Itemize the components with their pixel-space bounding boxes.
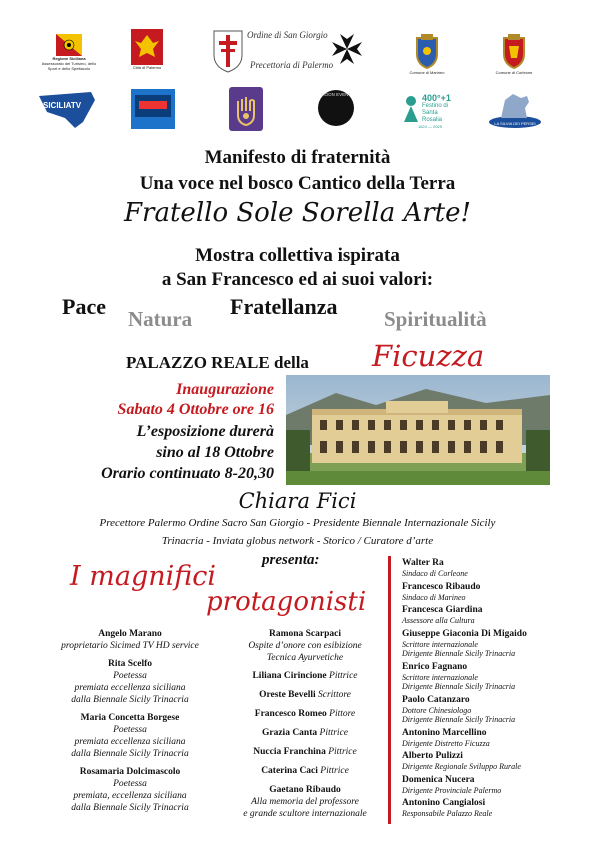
maltese-cross-icon — [330, 32, 364, 66]
artist-name: Caterina Caci — [261, 766, 318, 776]
event-line-3: Orario continuato 8-20,30 — [101, 465, 274, 482]
artist-role: Pittrice — [320, 766, 349, 776]
guest-desc: Dirigente Regionale Sviluppo Rurale — [402, 762, 521, 771]
regione-label: Regione Siciliana — [52, 55, 86, 61]
guest-name: Francesca Giardina — [402, 605, 483, 615]
person-desc: premiata, eccellenza siciliana — [73, 791, 187, 801]
person-name: Gaetano Ribaudo — [269, 785, 341, 795]
column-1 — [40, 628, 220, 814]
maltese-cross-logo — [328, 30, 366, 68]
sicily-map-icon — [35, 88, 99, 132]
guest-desc: Assessore alla Cultura — [402, 616, 475, 625]
guest-desc: Dirigente Biennale Sicily Trinacria — [402, 649, 516, 658]
title-line-3: Mostra collettiva ispirata — [195, 245, 400, 266]
column-3 — [402, 558, 572, 819]
event-line-2: sino al 18 Ottobre — [156, 444, 274, 461]
corleone-label: Comune di Corleone — [495, 69, 533, 75]
tv-station-logo — [130, 88, 176, 130]
person-desc: e grande scultore internazionale — [243, 809, 367, 819]
festino-label: Festino di Santa Rosalia — [422, 103, 449, 123]
title-script: Fratello Sole Sorella Arte! — [124, 198, 471, 228]
guest-desc: Sindaco di Corleone — [402, 569, 468, 578]
guest-name: Giuseppe Giaconia Di Migaido — [402, 628, 527, 639]
venue-script: Ficuzza — [372, 339, 485, 373]
festino-santa-rosalia-logo — [400, 86, 460, 136]
person-desc: proprietario Sicimed TV HD service — [61, 641, 199, 651]
guest-name: Alberto Pulizzi — [402, 751, 463, 761]
hamsa-logo — [228, 86, 264, 132]
event-date: Sabato 4 Ottobre ore 16 — [117, 401, 274, 418]
artist-name: Nuccia Franchina — [253, 747, 326, 757]
person-desc: dalla Biennale Sicily Trinacria — [71, 803, 189, 813]
moon-event-logo — [316, 88, 356, 128]
curator-line-2: Trinacria - Inviata globus network - Storico / Curatore d’arte — [161, 535, 434, 547]
artist-line — [222, 746, 388, 758]
festino-number: 400°+1 — [422, 93, 451, 103]
guest-name: Antonino Cangialosi — [402, 798, 486, 808]
silvia-dei-persei-logo — [486, 86, 544, 132]
title-line-2: Una voce nel bosco Cantico della Terra — [139, 173, 456, 194]
curator-line-1: Precettore Palermo Ordine Sacro San Giorgio - Presidente Biennale Internazionale Sicily — [99, 517, 496, 529]
citta-palermo-logo — [130, 26, 164, 72]
artist-name: Oreste Bevelli — [259, 690, 316, 700]
artist-line — [222, 708, 388, 720]
title-line-4: a San Francesco ed ai suoi valori: — [161, 269, 434, 290]
artist-name: Grazia Canta — [261, 728, 318, 738]
precettoria-palermo-text: Precettoria di Palermo — [250, 60, 334, 70]
artist-role: Pittrice — [329, 671, 358, 681]
person-desc: Poetessa — [113, 779, 147, 789]
guest-name: Paolo Catanzaro — [402, 694, 470, 705]
guest-name: Walter Ra — [402, 558, 444, 568]
svg-text:SICILIATV: SICILIATV — [43, 101, 82, 110]
person-desc: Ospite d’onore con esibizione — [248, 641, 362, 651]
guest-desc: Dirigente Distretto Ficuzza — [402, 738, 490, 748]
guest-desc: Sindaco di Marineo — [402, 592, 466, 602]
artist-line — [222, 689, 388, 701]
palermo-label: Città di Palermo — [132, 64, 162, 70]
corleone-crest-icon — [499, 34, 529, 70]
artist-line — [222, 727, 388, 739]
artist-role: Scrittore — [318, 690, 351, 700]
protagonisti-line-2: protagonisti — [206, 587, 367, 617]
silvia-label: LA SILVIA DEI PERSEI — [494, 121, 536, 126]
person-desc: premiata eccellenza siciliana — [74, 683, 186, 693]
trinacria-emblem-icon — [56, 34, 82, 56]
artist-line — [222, 670, 388, 682]
person-name: Ramona Scarpaci — [268, 629, 342, 639]
regione-text: Assessorato del Turismo, dello Sport e dello Spettacolo — [41, 60, 97, 71]
guest-name: Enrico Fagnano — [402, 661, 468, 672]
guest-desc: Responsabile Palazzo Reale — [402, 809, 493, 818]
tv-screen-icon — [131, 89, 175, 129]
person-desc: dalla Biennale Sicily Trinacria — [71, 749, 189, 759]
guest-desc: Dirigente Biennale Sicily Trinacria — [402, 715, 516, 724]
curator-name: Chiara Fici — [238, 489, 357, 513]
marineo-label: Comune di Marineo — [409, 69, 445, 75]
person-desc: Alla memoria del professore — [251, 797, 359, 807]
value-natura: Natura — [128, 307, 193, 331]
artist-role: Pittrice — [319, 728, 349, 738]
guest-name: Domenica Nucera — [402, 774, 475, 785]
artist-name: Francesco Romeo — [254, 709, 327, 719]
column-divider — [388, 556, 391, 824]
palermo-eagle-icon — [131, 29, 163, 65]
artist-role: Pittrice — [328, 747, 357, 757]
marineo-crest-icon — [412, 34, 442, 70]
guest-name: Francesco Ribaudo — [402, 581, 481, 592]
festino-years: 1624 — 2025 — [417, 124, 443, 129]
value-spiritualita: Spiritualità — [384, 307, 487, 331]
ordine-san-giorgio-text: Ordine di San Giorgio — [247, 30, 328, 40]
guest-desc: Dirigente Biennale Sicily Trinacria — [402, 682, 516, 691]
artist-name: Liliana Cirincione — [252, 671, 327, 681]
protagonisti-line-1: I magnifici — [70, 561, 217, 592]
person-desc: Poetessa — [113, 671, 147, 681]
event-line-1: L’esposizione durerà — [136, 423, 274, 440]
cross-shield-icon — [212, 29, 244, 73]
venue-prefix: PALAZZO REALE della — [126, 353, 309, 372]
person-desc: Tecnica Ayurvetiche — [266, 653, 344, 663]
value-fratellanza: Fratellanza — [230, 294, 338, 319]
guest-desc: Scrittore internazionale — [402, 672, 478, 682]
person-name: Maria Concetta Borgese — [80, 713, 180, 723]
guest-desc: Scrittore internazionale — [402, 639, 478, 649]
guest-name: Antonino Marcellino — [402, 727, 487, 738]
regione-siciliana-logo — [40, 28, 98, 76]
title-line-1: Manifesto di fraternità — [204, 147, 391, 168]
guest-desc: Dottore Chinesiologo — [402, 705, 472, 715]
artist-line — [222, 765, 388, 777]
person-desc: premiata eccellenza siciliana — [74, 737, 186, 747]
artist-role: Pittore — [329, 709, 356, 719]
column-2 — [222, 628, 388, 820]
comune-corleone-logo — [495, 30, 533, 78]
santa-rosalia-icon — [402, 94, 420, 124]
person-name: Angelo Marano — [98, 629, 162, 639]
value-pace: Pace — [62, 294, 106, 319]
siciliatv-logo — [34, 86, 100, 134]
palazzo-reale-photo — [286, 375, 550, 485]
person-desc: dalla Biennale Sicily Trinacria — [71, 695, 189, 705]
moon-event-label: MOON EVENT — [320, 92, 352, 97]
person-name: Rosamaria Dolcimascolo — [79, 767, 181, 777]
ordine-san-giorgio-crest — [211, 27, 245, 75]
comune-marineo-logo — [408, 30, 446, 78]
person-desc: Poetessa — [113, 725, 147, 735]
guest-desc: Dirigente Provinciale Palermo — [402, 785, 502, 795]
inaugurazione-label: Inaugurazione — [176, 381, 274, 398]
presenta-label: presenta: — [262, 552, 320, 568]
hamsa-hand-icon — [229, 87, 263, 131]
person-name: Rita Scelfo — [107, 659, 153, 669]
